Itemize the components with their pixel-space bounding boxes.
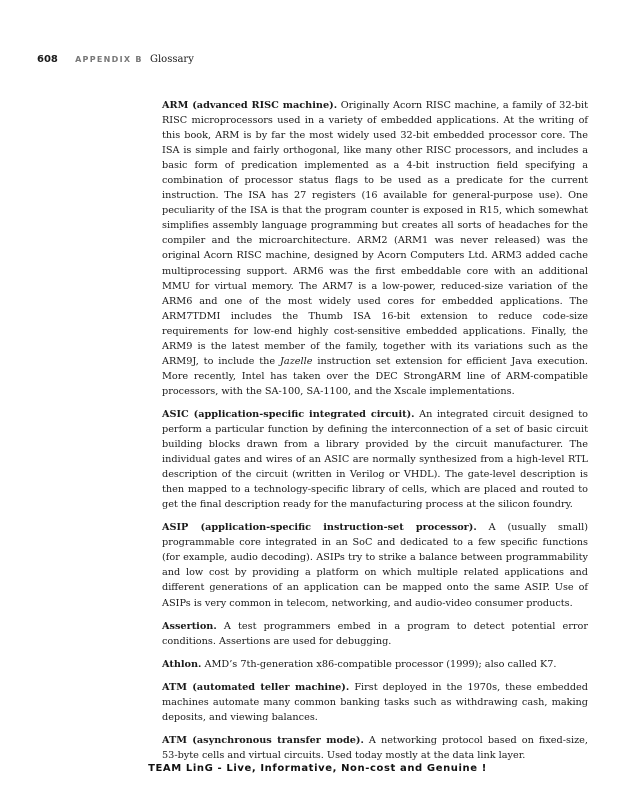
- appendix-label: APPENDIX B: [75, 55, 143, 64]
- entry-term: Assertion.: [162, 620, 217, 632]
- entry-term: ASIP (application-specific instruction-set processor).: [162, 522, 477, 534]
- watermark-footer: TEAM LinG - Live, Informative, Non-cost and Genuine !: [148, 763, 487, 774]
- entry-term: ATM (automated teller machine).: [162, 681, 350, 693]
- entry-term: ASIC (application-specific integrated circuit).: [162, 408, 415, 420]
- glossary-entry-arm-risc: [162, 98, 588, 399]
- glossary-entry-atm-transfer: [162, 733, 588, 763]
- entry-definition: AMD’s 7th-generation x86-compatible processor (1999); also called K7.: [204, 658, 557, 670]
- section-title: Glossary: [150, 54, 194, 65]
- page-number: 608: [37, 54, 58, 65]
- running-header: [37, 53, 194, 67]
- entry-definition: A test programmers embed in a program to detect potential error conditions. Assertions are used for debugging.: [162, 620, 588, 647]
- entry-definition-end: instruction set extension for efficient Java execution. More recently, Intel has taken over the DEC StrongARM line of ARM-compatible processors, with the SA-100, SA-1100, and the Xscale implementations.: [162, 355, 588, 397]
- glossary-entry-asip: [162, 520, 588, 610]
- entry-italic-term: Jazelle: [280, 355, 313, 367]
- entry-definition: A (usually small) programmable core integrated in an SoC and dedicated to a few specific functions (for example, audio decoding). ASIPs try to strike a balance between programmability and low cost by providing a platform on which multiple related applications and different generations of an application can be mapped onto the same ASIP. Use of ASIPs is very common in telecom, networking, and audio-video consumer products.: [162, 522, 588, 609]
- entry-definition: An integrated circuit designed to perform a particular function by defining the interconnection of a set of basic circuit building blocks drawn from a library provided by the circuit manufacturer. The individual gates and wires of an ASIC are normally synthesized from a high-level RTL description of the circuit (written in Verilog or VHDL). The gate-level description is then mapped to a technology-specific library of cells, which are placed and routed to get the final description ready for the manufacturing process at the silicon foundry.: [162, 408, 588, 511]
- glossary-entry-assertion: [162, 619, 588, 649]
- entry-term: ARM (advanced RISC machine).: [162, 100, 338, 111]
- entry-term: Athlon.: [162, 658, 202, 670]
- entry-definition: First deployed in the 1970s, these embedded machines automate many common banking tasks such as withdrawing cash, making deposits, and viewing balances.: [162, 681, 588, 723]
- glossary-entry-asic: [162, 407, 588, 512]
- glossary-entry-atm-teller: [162, 680, 588, 725]
- glossary-body: [162, 98, 588, 771]
- entry-definition: A networking protocol based on fixed-size, 53-byte cells and virtual circuits. Used today mostly at the data link layer.: [162, 734, 588, 761]
- entry-term: ATM (asynchronous transfer mode).: [162, 734, 364, 746]
- entry-definition: Originally Acorn RISC machine, a family of 32-bit RISC microprocessors used in a variety of embedded applications. At the writing of this book, ARM is by far the most widely used 32-bit embedded processor core. The ISA is simple and fairly orthogonal, like many other RISC processors, and includes a basic form of predication implemented as a 4-bit instruction field specifying a combination of processor status flags to be used as a predicate for the current instruction. The ISA has 27 registers (16 available for general-purpose use). One peculiarity of the ISA is that the program counter is exposed in R15, which somewhat simplifies assembly language programming but creates all sorts of headaches for the compiler and the microarchitecture. ARM2 (ARM1 was never released) was the original Acorn RISC machine, designed by Acorn Computers Ltd. ARM3 added cache multiprocessing support. ARM6 was the first embeddable core with an additional MMU for virtual memory. The ARM7 is a low-power, reduced-size variation of the ARM6 and one of the most widely used cores for embedded applications. The ARM7TDMI includes the Thumb ISA 16-bit extension to reduce code-size requirements for low-end highly cost-sensitive embedded applications. Finally, the ARM9 is the latest member of the family, together with its variations such as the ARM9J, to include the: [162, 100, 588, 367]
- glossary-entry-athlon: [162, 657, 588, 672]
